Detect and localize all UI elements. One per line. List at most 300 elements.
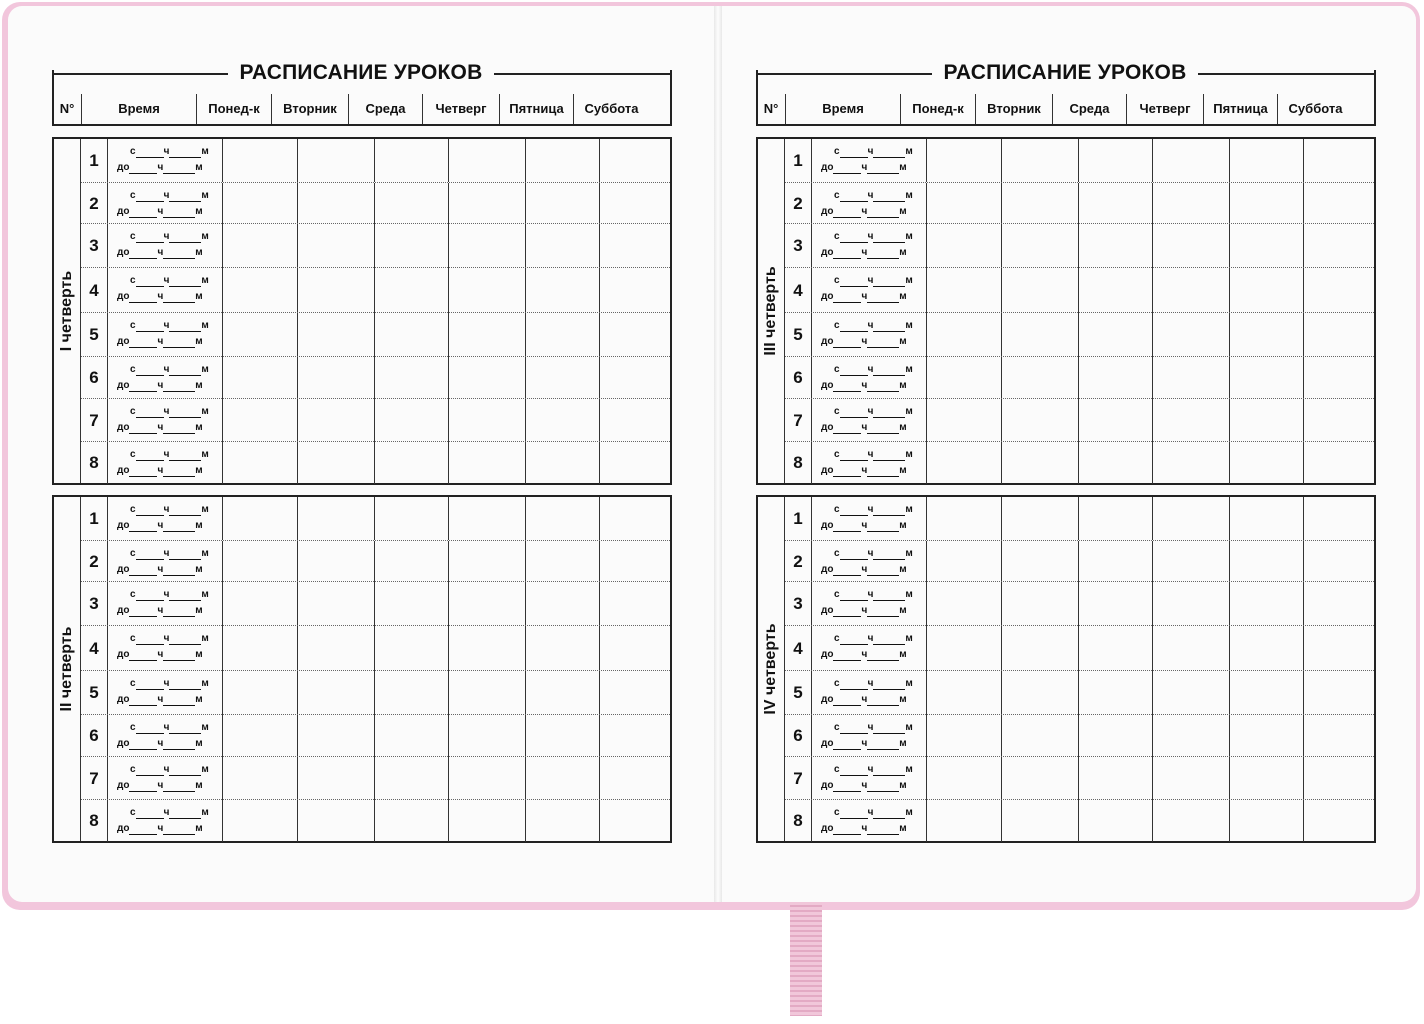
minutes-blank[interactable] — [169, 807, 201, 819]
minutes-blank[interactable] — [163, 649, 195, 661]
lesson-cell[interactable] — [1079, 715, 1153, 757]
minutes-blank[interactable] — [163, 465, 195, 477]
lesson-cell[interactable] — [223, 399, 298, 442]
lesson-cell[interactable] — [927, 757, 1002, 800]
lesson-cell[interactable] — [1153, 582, 1230, 626]
minutes-blank[interactable] — [163, 247, 195, 259]
lesson-cell[interactable] — [1230, 497, 1304, 540]
minutes-blank[interactable] — [169, 449, 201, 461]
lesson-time-field[interactable] — [812, 800, 927, 842]
lesson-cell[interactable] — [927, 497, 1002, 540]
lesson-cell[interactable] — [1002, 757, 1079, 800]
hours-blank[interactable] — [840, 364, 868, 376]
minutes-blank[interactable] — [867, 380, 899, 392]
lesson-cell[interactable] — [375, 313, 449, 357]
hours-blank[interactable] — [129, 380, 157, 392]
lesson-cell[interactable] — [600, 139, 670, 182]
minutes-blank[interactable] — [867, 564, 899, 576]
lesson-cell[interactable] — [223, 626, 298, 671]
lesson-cell[interactable] — [298, 399, 375, 442]
lesson-cell[interactable] — [375, 224, 449, 268]
lesson-cell[interactable] — [526, 541, 600, 582]
lesson-cell[interactable] — [1230, 313, 1304, 357]
lesson-cell[interactable] — [1002, 715, 1079, 757]
minutes-blank[interactable] — [873, 504, 905, 516]
minutes-blank[interactable] — [867, 780, 899, 792]
minutes-blank[interactable] — [163, 291, 195, 303]
lesson-cell[interactable] — [375, 497, 449, 540]
lesson-cell[interactable] — [298, 497, 375, 540]
hours-blank[interactable] — [136, 406, 164, 418]
lesson-cell[interactable] — [1079, 582, 1153, 626]
lesson-cell[interactable] — [223, 183, 298, 224]
lesson-cell[interactable] — [1304, 800, 1374, 842]
minutes-blank[interactable] — [169, 146, 201, 158]
lesson-cell[interactable] — [526, 757, 600, 800]
hours-blank[interactable] — [840, 504, 868, 516]
minutes-blank[interactable] — [873, 231, 905, 243]
minutes-blank[interactable] — [163, 520, 195, 532]
minutes-blank[interactable] — [163, 336, 195, 348]
hours-blank[interactable] — [840, 406, 868, 418]
minutes-blank[interactable] — [169, 764, 201, 776]
lesson-cell[interactable] — [600, 442, 670, 484]
minutes-blank[interactable] — [867, 823, 899, 835]
hours-blank[interactable] — [833, 649, 861, 661]
lesson-cell[interactable] — [1153, 313, 1230, 357]
hours-blank[interactable] — [136, 449, 164, 461]
lesson-cell[interactable] — [298, 183, 375, 224]
lesson-cell[interactable] — [1079, 313, 1153, 357]
lesson-cell[interactable] — [600, 800, 670, 842]
lesson-cell[interactable] — [1230, 582, 1304, 626]
lesson-cell[interactable] — [449, 541, 526, 582]
lesson-time-field[interactable] — [108, 399, 223, 442]
lesson-time-field[interactable] — [108, 800, 223, 842]
minutes-blank[interactable] — [169, 275, 201, 287]
hours-blank[interactable] — [833, 605, 861, 617]
lesson-cell[interactable] — [449, 800, 526, 842]
lesson-time-field[interactable] — [108, 224, 223, 268]
lesson-cell[interactable] — [600, 541, 670, 582]
hours-blank[interactable] — [129, 162, 157, 174]
hours-blank[interactable] — [129, 247, 157, 259]
lesson-cell[interactable] — [375, 541, 449, 582]
hours-blank[interactable] — [136, 364, 164, 376]
lesson-cell[interactable] — [449, 139, 526, 182]
lesson-cell[interactable] — [1230, 224, 1304, 268]
lesson-cell[interactable] — [449, 582, 526, 626]
minutes-blank[interactable] — [169, 548, 201, 560]
hours-blank[interactable] — [136, 146, 164, 158]
hours-blank[interactable] — [840, 275, 868, 287]
minutes-blank[interactable] — [163, 780, 195, 792]
lesson-cell[interactable] — [1304, 715, 1374, 757]
lesson-time-field[interactable] — [108, 582, 223, 626]
lesson-cell[interactable] — [927, 715, 1002, 757]
lesson-cell[interactable] — [927, 183, 1002, 224]
hours-blank[interactable] — [840, 678, 868, 690]
lesson-cell[interactable] — [600, 757, 670, 800]
minutes-blank[interactable] — [169, 589, 201, 601]
lesson-cell[interactable] — [927, 313, 1002, 357]
lesson-cell[interactable] — [526, 671, 600, 715]
hours-blank[interactable] — [136, 504, 164, 516]
minutes-blank[interactable] — [873, 449, 905, 461]
lesson-cell[interactable] — [600, 497, 670, 540]
lesson-cell[interactable] — [1153, 183, 1230, 224]
lesson-cell[interactable] — [449, 357, 526, 399]
minutes-blank[interactable] — [867, 694, 899, 706]
lesson-cell[interactable] — [1079, 757, 1153, 800]
lesson-cell[interactable] — [298, 442, 375, 484]
lesson-cell[interactable] — [298, 357, 375, 399]
hours-blank[interactable] — [129, 564, 157, 576]
minutes-blank[interactable] — [873, 364, 905, 376]
lesson-time-field[interactable] — [812, 671, 927, 715]
minutes-blank[interactable] — [169, 678, 201, 690]
lesson-cell[interactable] — [298, 715, 375, 757]
lesson-cell[interactable] — [1230, 183, 1304, 224]
lesson-cell[interactable] — [449, 757, 526, 800]
hours-blank[interactable] — [129, 780, 157, 792]
minutes-blank[interactable] — [169, 364, 201, 376]
lesson-time-field[interactable] — [812, 357, 927, 399]
minutes-blank[interactable] — [163, 823, 195, 835]
lesson-time-field[interactable] — [108, 671, 223, 715]
lesson-cell[interactable] — [927, 442, 1002, 484]
lesson-cell[interactable] — [1304, 224, 1374, 268]
lesson-cell[interactable] — [1079, 626, 1153, 671]
lesson-cell[interactable] — [1230, 626, 1304, 671]
minutes-blank[interactable] — [867, 520, 899, 532]
lesson-cell[interactable] — [1304, 671, 1374, 715]
lesson-cell[interactable] — [1002, 399, 1079, 442]
lesson-cell[interactable] — [1153, 757, 1230, 800]
lesson-cell[interactable] — [223, 357, 298, 399]
lesson-cell[interactable] — [1230, 715, 1304, 757]
lesson-cell[interactable] — [1079, 399, 1153, 442]
minutes-blank[interactable] — [169, 633, 201, 645]
minutes-blank[interactable] — [163, 738, 195, 750]
lesson-cell[interactable] — [927, 357, 1002, 399]
lesson-cell[interactable] — [1002, 626, 1079, 671]
lesson-cell[interactable] — [927, 399, 1002, 442]
lesson-cell[interactable] — [1079, 139, 1153, 182]
hours-blank[interactable] — [136, 548, 164, 560]
lesson-cell[interactable] — [1002, 671, 1079, 715]
lesson-cell[interactable] — [526, 139, 600, 182]
hours-blank[interactable] — [136, 678, 164, 690]
lesson-cell[interactable] — [1153, 497, 1230, 540]
lesson-cell[interactable] — [600, 313, 670, 357]
lesson-cell[interactable] — [449, 183, 526, 224]
lesson-cell[interactable] — [526, 313, 600, 357]
hours-blank[interactable] — [833, 206, 861, 218]
hours-blank[interactable] — [833, 738, 861, 750]
lesson-time-field[interactable] — [812, 183, 927, 224]
lesson-cell[interactable] — [1230, 357, 1304, 399]
minutes-blank[interactable] — [169, 190, 201, 202]
hours-blank[interactable] — [833, 247, 861, 259]
lesson-cell[interactable] — [1002, 442, 1079, 484]
lesson-time-field[interactable] — [108, 626, 223, 671]
minutes-blank[interactable] — [873, 275, 905, 287]
lesson-cell[interactable] — [1153, 268, 1230, 313]
hours-blank[interactable] — [840, 589, 868, 601]
lesson-cell[interactable] — [927, 671, 1002, 715]
hours-blank[interactable] — [833, 780, 861, 792]
lesson-cell[interactable] — [1002, 268, 1079, 313]
lesson-time-field[interactable] — [108, 139, 223, 182]
lesson-cell[interactable] — [600, 357, 670, 399]
lesson-cell[interactable] — [1153, 224, 1230, 268]
hours-blank[interactable] — [129, 823, 157, 835]
minutes-blank[interactable] — [163, 564, 195, 576]
minutes-blank[interactable] — [873, 807, 905, 819]
lesson-cell[interactable] — [375, 757, 449, 800]
minutes-blank[interactable] — [873, 146, 905, 158]
hours-blank[interactable] — [840, 764, 868, 776]
lesson-cell[interactable] — [449, 313, 526, 357]
lesson-cell[interactable] — [223, 497, 298, 540]
minutes-blank[interactable] — [169, 231, 201, 243]
lesson-cell[interactable] — [526, 626, 600, 671]
lesson-cell[interactable] — [1230, 757, 1304, 800]
lesson-cell[interactable] — [375, 399, 449, 442]
lesson-cell[interactable] — [223, 671, 298, 715]
hours-blank[interactable] — [840, 146, 868, 158]
hours-blank[interactable] — [129, 336, 157, 348]
lesson-cell[interactable] — [1304, 541, 1374, 582]
minutes-blank[interactable] — [873, 722, 905, 734]
lesson-cell[interactable] — [1079, 268, 1153, 313]
lesson-time-field[interactable] — [812, 541, 927, 582]
lesson-cell[interactable] — [1153, 800, 1230, 842]
lesson-cell[interactable] — [1304, 497, 1374, 540]
lesson-cell[interactable] — [526, 268, 600, 313]
minutes-blank[interactable] — [163, 162, 195, 174]
lesson-cell[interactable] — [223, 224, 298, 268]
lesson-cell[interactable] — [526, 582, 600, 626]
minutes-blank[interactable] — [169, 722, 201, 734]
hours-blank[interactable] — [840, 231, 868, 243]
lesson-cell[interactable] — [1304, 357, 1374, 399]
lesson-cell[interactable] — [927, 268, 1002, 313]
lesson-cell[interactable] — [600, 224, 670, 268]
lesson-time-field[interactable] — [108, 757, 223, 800]
minutes-blank[interactable] — [873, 320, 905, 332]
hours-blank[interactable] — [129, 291, 157, 303]
lesson-cell[interactable] — [1304, 582, 1374, 626]
lesson-cell[interactable] — [1230, 268, 1304, 313]
lesson-cell[interactable] — [600, 183, 670, 224]
lesson-cell[interactable] — [927, 582, 1002, 626]
lesson-cell[interactable] — [1153, 541, 1230, 582]
lesson-cell[interactable] — [526, 442, 600, 484]
lesson-cell[interactable] — [375, 582, 449, 626]
minutes-blank[interactable] — [169, 504, 201, 516]
lesson-time-field[interactable] — [108, 442, 223, 484]
lesson-cell[interactable] — [1002, 541, 1079, 582]
lesson-cell[interactable] — [1079, 183, 1153, 224]
lesson-cell[interactable] — [449, 626, 526, 671]
minutes-blank[interactable] — [867, 291, 899, 303]
hours-blank[interactable] — [840, 320, 868, 332]
lesson-cell[interactable] — [223, 139, 298, 182]
hours-blank[interactable] — [136, 589, 164, 601]
lesson-cell[interactable] — [526, 399, 600, 442]
lesson-cell[interactable] — [298, 626, 375, 671]
lesson-cell[interactable] — [223, 268, 298, 313]
lesson-cell[interactable] — [600, 715, 670, 757]
minutes-blank[interactable] — [873, 190, 905, 202]
lesson-cell[interactable] — [223, 442, 298, 484]
minutes-blank[interactable] — [163, 694, 195, 706]
minutes-blank[interactable] — [867, 738, 899, 750]
lesson-cell[interactable] — [449, 442, 526, 484]
lesson-cell[interactable] — [1002, 582, 1079, 626]
hours-blank[interactable] — [136, 764, 164, 776]
lesson-time-field[interactable] — [108, 268, 223, 313]
hours-blank[interactable] — [833, 162, 861, 174]
lesson-cell[interactable] — [1079, 497, 1153, 540]
lesson-cell[interactable] — [927, 800, 1002, 842]
lesson-cell[interactable] — [600, 399, 670, 442]
hours-blank[interactable] — [833, 823, 861, 835]
lesson-cell[interactable] — [375, 626, 449, 671]
lesson-time-field[interactable] — [108, 497, 223, 540]
lesson-time-field[interactable] — [812, 715, 927, 757]
hours-blank[interactable] — [129, 605, 157, 617]
lesson-time-field[interactable] — [108, 313, 223, 357]
minutes-blank[interactable] — [867, 336, 899, 348]
minutes-blank[interactable] — [873, 764, 905, 776]
lesson-cell[interactable] — [1304, 183, 1374, 224]
lesson-cell[interactable] — [600, 626, 670, 671]
lesson-cell[interactable] — [1230, 139, 1304, 182]
lesson-time-field[interactable] — [812, 497, 927, 540]
lesson-time-field[interactable] — [812, 442, 927, 484]
lesson-cell[interactable] — [449, 268, 526, 313]
lesson-time-field[interactable] — [812, 399, 927, 442]
lesson-cell[interactable] — [449, 224, 526, 268]
lesson-cell[interactable] — [223, 800, 298, 842]
lesson-cell[interactable] — [526, 715, 600, 757]
hours-blank[interactable] — [833, 291, 861, 303]
lesson-cell[interactable] — [449, 497, 526, 540]
hours-blank[interactable] — [136, 275, 164, 287]
lesson-cell[interactable] — [1153, 442, 1230, 484]
hours-blank[interactable] — [833, 380, 861, 392]
bookmark-ribbon[interactable] — [790, 902, 822, 1016]
minutes-blank[interactable] — [163, 422, 195, 434]
lesson-cell[interactable] — [1002, 800, 1079, 842]
lesson-cell[interactable] — [298, 800, 375, 842]
lesson-cell[interactable] — [298, 757, 375, 800]
lesson-cell[interactable] — [1153, 139, 1230, 182]
minutes-blank[interactable] — [873, 548, 905, 560]
hours-blank[interactable] — [840, 190, 868, 202]
lesson-cell[interactable] — [600, 671, 670, 715]
minutes-blank[interactable] — [163, 380, 195, 392]
minutes-blank[interactable] — [867, 649, 899, 661]
lesson-cell[interactable] — [1079, 800, 1153, 842]
lesson-cell[interactable] — [1002, 139, 1079, 182]
lesson-cell[interactable] — [927, 626, 1002, 671]
hours-blank[interactable] — [136, 231, 164, 243]
lesson-cell[interactable] — [1002, 357, 1079, 399]
lesson-cell[interactable] — [375, 671, 449, 715]
lesson-time-field[interactable] — [108, 183, 223, 224]
lesson-cell[interactable] — [375, 442, 449, 484]
lesson-cell[interactable] — [1153, 399, 1230, 442]
lesson-cell[interactable] — [1079, 541, 1153, 582]
lesson-cell[interactable] — [375, 357, 449, 399]
lesson-cell[interactable] — [298, 224, 375, 268]
lesson-cell[interactable] — [1304, 626, 1374, 671]
lesson-cell[interactable] — [223, 715, 298, 757]
minutes-blank[interactable] — [867, 247, 899, 259]
hours-blank[interactable] — [136, 320, 164, 332]
hours-blank[interactable] — [833, 465, 861, 477]
lesson-time-field[interactable] — [108, 541, 223, 582]
lesson-time-field[interactable] — [812, 139, 927, 182]
lesson-cell[interactable] — [298, 268, 375, 313]
lesson-cell[interactable] — [298, 671, 375, 715]
lesson-cell[interactable] — [1230, 800, 1304, 842]
lesson-cell[interactable] — [1002, 183, 1079, 224]
minutes-blank[interactable] — [867, 206, 899, 218]
lesson-cell[interactable] — [1304, 442, 1374, 484]
lesson-cell[interactable] — [298, 541, 375, 582]
hours-blank[interactable] — [833, 422, 861, 434]
lesson-cell[interactable] — [526, 800, 600, 842]
hours-blank[interactable] — [136, 190, 164, 202]
hours-blank[interactable] — [840, 449, 868, 461]
lesson-cell[interactable] — [298, 582, 375, 626]
lesson-cell[interactable] — [927, 224, 1002, 268]
minutes-blank[interactable] — [169, 406, 201, 418]
lesson-cell[interactable] — [223, 582, 298, 626]
lesson-cell[interactable] — [1153, 626, 1230, 671]
lesson-cell[interactable] — [375, 800, 449, 842]
hours-blank[interactable] — [129, 738, 157, 750]
lesson-cell[interactable] — [1002, 224, 1079, 268]
lesson-cell[interactable] — [526, 357, 600, 399]
minutes-blank[interactable] — [873, 633, 905, 645]
hours-blank[interactable] — [129, 422, 157, 434]
minutes-blank[interactable] — [169, 320, 201, 332]
minutes-blank[interactable] — [867, 162, 899, 174]
lesson-time-field[interactable] — [812, 757, 927, 800]
lesson-cell[interactable] — [375, 268, 449, 313]
lesson-cell[interactable] — [927, 541, 1002, 582]
lesson-cell[interactable] — [600, 268, 670, 313]
lesson-cell[interactable] — [526, 497, 600, 540]
lesson-cell[interactable] — [375, 715, 449, 757]
hours-blank[interactable] — [136, 807, 164, 819]
minutes-blank[interactable] — [867, 605, 899, 617]
lesson-cell[interactable] — [298, 313, 375, 357]
lesson-cell[interactable] — [449, 399, 526, 442]
hours-blank[interactable] — [833, 694, 861, 706]
lesson-cell[interactable] — [1079, 357, 1153, 399]
lesson-cell[interactable] — [1304, 313, 1374, 357]
lesson-time-field[interactable] — [108, 357, 223, 399]
lesson-cell[interactable] — [449, 671, 526, 715]
hours-blank[interactable] — [840, 807, 868, 819]
